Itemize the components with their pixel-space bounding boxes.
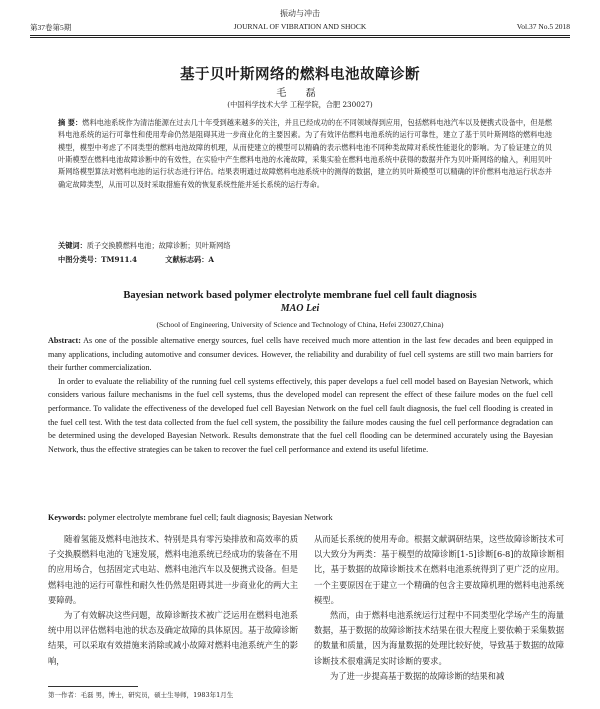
journal-name-cn: 振动与冲击: [280, 9, 320, 18]
keywords-cn-text: 质子交换膜燃料电池；故障诊断；贝叶斯网络: [86, 241, 231, 250]
abstract-cn-label: 摘 要：: [58, 118, 83, 127]
title-en: Bayesian network based polymer electrolyte membrane fuel cell fault diagnosis: [123, 290, 477, 301]
body-para: 随着氢能及燃料电池技术、特别是具有零污染排放和高效率的质子交换膜燃料电池的飞速发展，燃料电池系统已经成功的装备在不用的应用场合，包括固定式电站、燃料电池汽车以及便携式设备。但是燃料电池的运行可靠性和耐久性仍然是阻碍其进一步商业化的两大主要障碍。: [48, 534, 298, 605]
keywords-en-text: polymer electrolyte membrane fuel cell; fault diagnosis; Bayesian Network: [87, 513, 333, 522]
body-para: 为了进一步提高基于数据的故障诊断的结果和减: [330, 670, 505, 681]
body-column-right: [314, 532, 564, 684]
abstract-en-para-2: In order to evaluate the reliability of the running fuel cell systems effectively, this paper develops a fuel cell model based on Bayesian Network, which considers various failure mechanisms in the fuel cell systems, thus the developed model can represent the effect of these failure modes on the fuel cell performance. To validate the effectiveness of the developed fuel cell Bayesian Network on the fuel cell fault diagnosis, the fuel cell flooding is created in the fuel cell test. With the test data collected from the fuel cell system, the possibility the failure modes causing the fuel cell performance degradation can be determined using the developed Bayesian Network. Results demonstrate that the fuel cell flooding can be determined accurately using the Bayesian Network, thus the effective strategies can be taken to recover the fuel cell performance and extend its useful lifetime.: [48, 376, 553, 454]
document-code: 文献标志码：A: [165, 255, 214, 264]
author-en: MAO Lei: [280, 303, 320, 314]
keywords-cn-label: 关键词：: [58, 241, 87, 250]
volume-en: Vol.37 No.5 2018: [516, 22, 570, 31]
body-para: 从而延长系统的使用寿命。根据文献调研结果，这些故障诊断技术可以大致分为两类：基于模型的故障诊断[1-5]诊断[6-8]的故障诊断相比，基于数据的故障诊断技术在燃料电池系统得到了更广泛的应用。一个主要原因在于建立一个精确的包含主要故障机理的燃料电池系统模型。: [314, 534, 564, 605]
clc-code: 中图分类号：TM911.4: [58, 255, 137, 264]
keywords-en: [48, 513, 553, 522]
affiliation-cn: (中国科学技术大学 工程学院，合肥 230027): [227, 100, 373, 109]
header-rule-thin: [30, 37, 570, 38]
abstract-en: [48, 334, 553, 456]
abstract-cn: [58, 117, 552, 191]
keywords-cn: [58, 241, 552, 251]
title-cn: 基于贝叶斯网络的燃料电池故障诊断: [180, 66, 420, 83]
affiliation-en: (School of Engineering, University of Science and Technology of China, Hefei 230027,China): [156, 320, 444, 329]
abstract-en-para-1: Abstract: As one of the possible alternative energy sources, fuel cells have received much more attention in the last few decades and been equipped in many applications, including automotive and consumer devices. However, the reliability and durability of fuel cell systems are still two main barriers for their further commercialization.: [48, 336, 553, 373]
header-rule-thick: [30, 35, 570, 36]
body-para: 为了有效解决这些问题，故障诊断技术被广泛运用在燃料电池系统中用以评估燃料电池的状态及确定故障的具体原因。基于故障诊断结果，可以采取有效措施来消除或减小故障对燃料电池系统产生的影响，: [48, 610, 298, 666]
classification-cn: [58, 255, 552, 265]
volume-cn: 第37卷第5期: [30, 23, 72, 32]
footnote-rule: [48, 686, 138, 687]
journal-name-en: JOURNAL OF VIBRATION AND SHOCK: [233, 22, 367, 31]
abstract-cn-text: 燃料电池系统作为清洁能源在过去几十年受到越来越多的关注，并且已经成功的在不同领域得到应用，包括燃料电池汽车以及便携式设备中，但是燃料电池系统的运行可靠性和使用寿命仍然是阻碍其进一步商业化的主要因素。为了有效评估燃料电池系统的运行可靠性，建立了基于贝叶斯网络的燃料电池模型，模型中考虑了不同类型的燃料电池故障的机理，从而使建立的模型可以精确的表示燃料电池不同种类故障对系统性能退化的影响。为了验证建立的贝叶斯模型在燃料电池故障诊断中的有效性，在实验中产生燃料电池的水淹故障，采集实验在燃料电池系统中获得的数据并作为贝叶斯网络的输入，利用贝叶斯网络模型算法对燃料电池的运行状态进行评估。结果表明通过故障燃料电池系统中的测得的数据，建立的贝叶斯模型可以精确的评价燃料电池运行状态并确定故障类型，从而可以及时采取措施有效的恢复系统性能并延长系统的运行寿命。: [58, 118, 552, 189]
body-column-left: [48, 532, 298, 669]
author-cn: 毛 磊: [276, 88, 324, 99]
keywords-en-label: Keywords:: [48, 513, 86, 522]
footnote: 第一作者：毛磊 男，博士，研究员，硕士生导师，1983年1月生: [48, 691, 234, 699]
running-header: [30, 22, 570, 33]
body-para: 然而，由于燃料电池系统运行过程中不同类型化学场产生的海量数据，基于数据的故障诊断技术结果在很大程度上要依赖于采集数据的数量和质量，因为海量数据的处理比较好使，导致基于数据的故障诊断技术很难满足实时诊断的要求。: [314, 610, 564, 666]
